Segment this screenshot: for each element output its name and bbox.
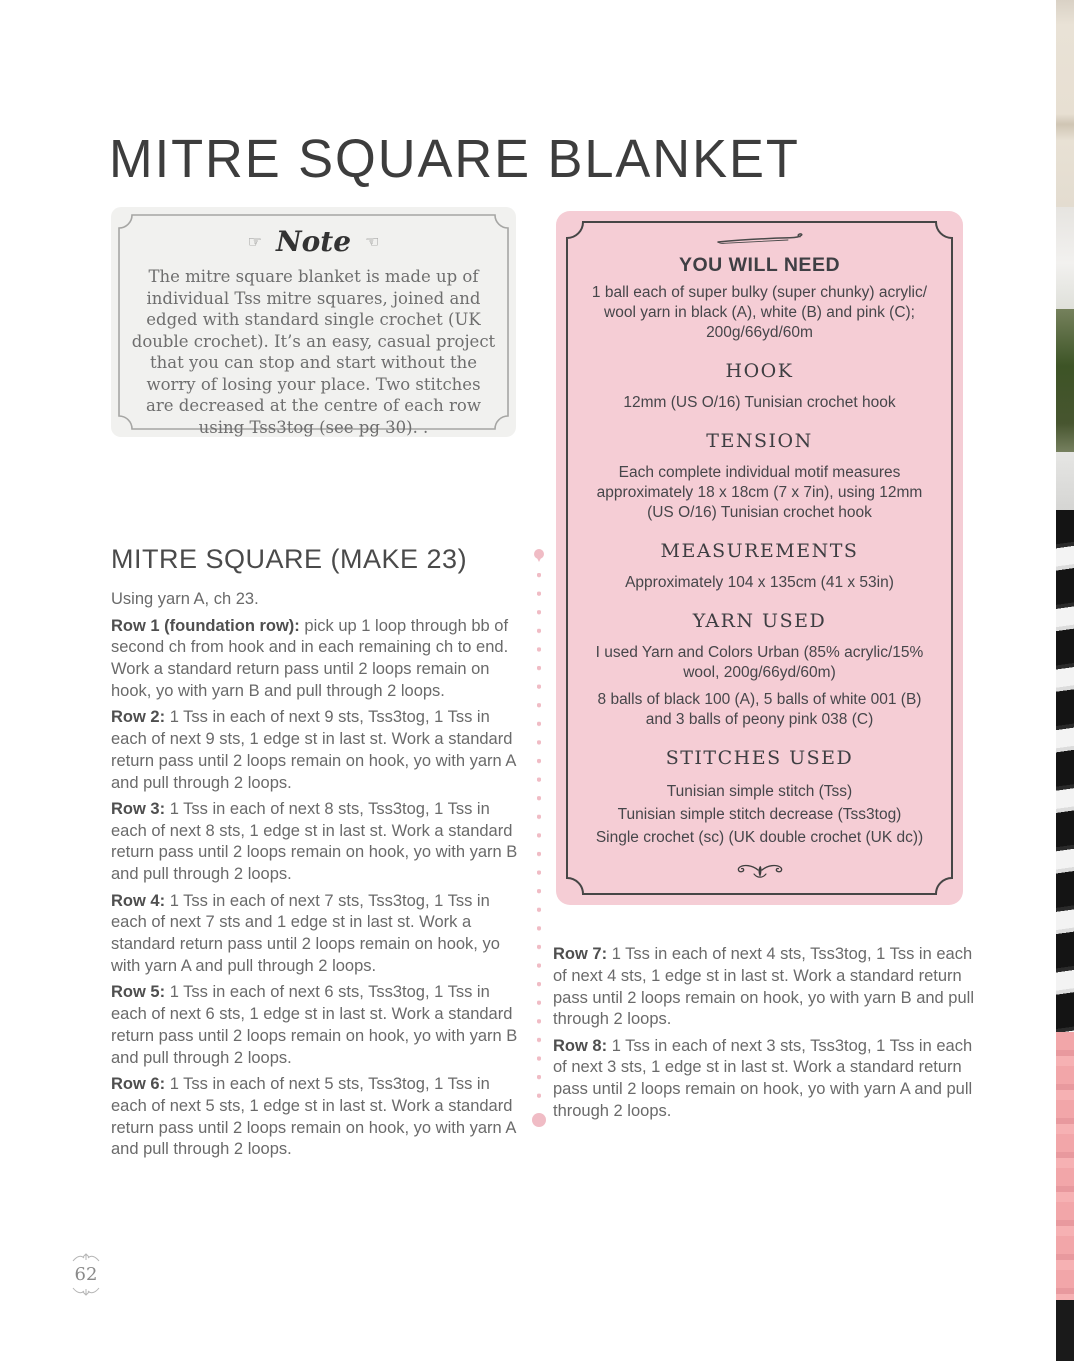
ywn-section-tension (589, 430, 930, 523)
photo-light-section (1056, 207, 1074, 309)
ywn-section-stitches-used (589, 747, 930, 849)
photo-edge-strip (1056, 0, 1074, 1361)
row-text: 1 Tss in each of next 5 sts, Tss3tog, 1 Tss in each of next 5 sts, 1 edge st in last st. Work a standard return pass until 2 loops remain on hook, yo with yarn A and pull through 2 loops. (111, 1074, 516, 1159)
section-heading: STITCHES USED (665, 747, 854, 769)
photo-white-section (1056, 452, 1074, 511)
section-line: Single crochet (sc) (UK double crochet (UK dc)) (595, 829, 924, 846)
pointing-hand-right-icon: ☞ (247, 232, 262, 251)
pattern-row-5 (111, 982, 523, 1069)
you-will-need-panel (556, 211, 963, 905)
pattern-row-8 (553, 1036, 987, 1123)
note-text: The mitre square blanket is made up of individual Tss mitre squares, joined and edged with standard single crochet (UK double crochet). It’s an easy, casual project that you can stop and start without the worry of losing your place. Two stitches are decreased at the centre of each row using Tss3tog (see pg 30). . (131, 267, 496, 437)
row-label: Row 2: (111, 708, 166, 727)
folio-block (62, 1252, 110, 1297)
row-label: Row 7: (553, 945, 608, 963)
pattern-intro: Using yarn A, ch 23. (111, 590, 259, 608)
page-title: MITRE SQUARE BLANKET (109, 129, 800, 190)
section-heading: TENSION (706, 430, 813, 452)
page-number: 62 (74, 1264, 98, 1285)
divider-dots (537, 573, 541, 1107)
note-heading: Note (275, 225, 352, 258)
pattern-row-7 (553, 944, 987, 1031)
section-line: Tunisian simple stitch (Tss) (666, 783, 853, 800)
row-label: Row 1 (foundation row): (111, 616, 300, 635)
section-line: Each complete individual motif measures approximately 18 x 18cm (7 x 7in), using 12mm (US O/16) Tunisian crochet hook (596, 464, 923, 521)
photo-black-white-yarn-section (1056, 510, 1074, 1031)
flourish-ornament-icon (734, 862, 786, 880)
row-label: Row 5: (111, 983, 166, 1002)
pointing-hand-left-icon: ☜ (365, 232, 380, 251)
section-heading: YARN USED (692, 610, 827, 632)
section-line: Approximately 104 x 135cm (41 x 53in) (625, 574, 894, 591)
ywn-section-yarn-used (589, 610, 930, 730)
row-label: Row 4: (111, 891, 166, 910)
pattern-left-column (111, 544, 523, 1166)
row-label: Row 3: (111, 799, 166, 818)
section-line: 12mm (US O/16) Tunisian crochet hook (623, 394, 896, 411)
section-heading: HOOK (725, 360, 794, 382)
pattern-row-6 (111, 1074, 523, 1161)
row-text: 1 Tss in each of next 8 sts, Tss3tog, 1 Tss in each of next 8 sts, 1 edge st in last st. Work a standard return pass until 2 loops remain on hook, yo with yarn B and pull through 2 loops. (111, 799, 518, 884)
ywn-section-hook (589, 360, 930, 413)
photo-plant-section (1056, 309, 1074, 452)
you-will-need-content (567, 222, 952, 894)
pattern-row-2 (111, 707, 523, 794)
divider-top-dot (534, 549, 544, 559)
row-text: 1 Tss in each of next 3 sts, Tss3tog, 1 Tss in each of next 3 sts, 1 edge st in last st. Work a standard return pass until 2 loops remain on hook, yo with yarn A and pull through 2 loops. (553, 1036, 973, 1121)
row-text: 1 Tss in each of next 7 sts, Tss3tog, 1 Tss in each of next 7 sts and 1 edge st in last st. Work a standard return pass until 2 loops remain on hook, yo with yarn A and pull through 2 loops. (111, 891, 500, 975)
row-text: 1 Tss in each of next 6 sts, Tss3tog, 1 Tss in each of next 6 sts, 1 edge st in last st. Work a standard return pass until 2 loops remain on hook, yo with yarn B and pull through 2 loops. (111, 983, 518, 1067)
you-will-need-intro: 1 ball each of super bulky (super chunky) acrylic/ wool yarn in black (A), white (B) and pink (C); 200g/66yd/60m (591, 284, 928, 341)
you-will-need-heading: YOU WILL NEED (678, 254, 841, 276)
crochet-hook-icon (714, 232, 806, 247)
row-label: Row 6: (111, 1074, 166, 1093)
pattern-row-3 (111, 799, 523, 886)
row-text: 1 Tss in each of next 9 sts, Tss3tog, 1 Tss in each of next 9 sts, 1 edge st in last st. Work a standard return pass until 2 loops remain on hook, yo with yarn A and pull through 2 loops. (111, 708, 516, 792)
pattern-row-1 (111, 616, 523, 703)
section-line: 8 balls of black 100 (A), 5 balls of white 001 (B) and 3 balls of peony pink 038 (C) (597, 691, 922, 728)
note-content (131, 225, 496, 438)
note-panel (111, 207, 516, 437)
section-heading: MEASUREMENTS (660, 540, 859, 562)
filigree-ornament-icon (71, 1252, 101, 1263)
pattern-heading: MITRE SQUARE (MAKE 23) (111, 544, 468, 574)
row-text: 1 Tss in each of next 4 sts, Tss3tog, 1 Tss in each of next 4 sts, 1 edge st in last st. Work a standard return pass until 2 loops remain on hook, yo with yarn B and pull through 2 loops. (553, 945, 974, 1029)
pattern-right-column (553, 944, 987, 1127)
section-line: I used Yarn and Colors Urban (85% acrylic/15% wool, 200g/66yd/60m) (595, 644, 924, 681)
ywn-section-measurements (589, 540, 930, 593)
photo-pink-yarn-section (1056, 1032, 1074, 1300)
row-label: Row 8: (553, 1036, 608, 1055)
row-text: pick up 1 loop through bb of second ch from hook and in each remaining ch to end. Work a standard return pass until 2 loops remain on hook, yo with yarn B and pull through 2 loops. (111, 616, 509, 700)
pattern-row-4 (111, 891, 523, 978)
section-line: Tunisian simple stitch decrease (Tss3tog) (617, 806, 902, 823)
photo-black-yarn-section (1056, 1300, 1074, 1361)
filigree-ornament-icon (71, 1286, 101, 1297)
dotted-column-divider (532, 549, 546, 1127)
note-heading-row (131, 225, 496, 258)
photo-tile-section (1056, 0, 1074, 207)
divider-bottom-dot (532, 1113, 546, 1127)
